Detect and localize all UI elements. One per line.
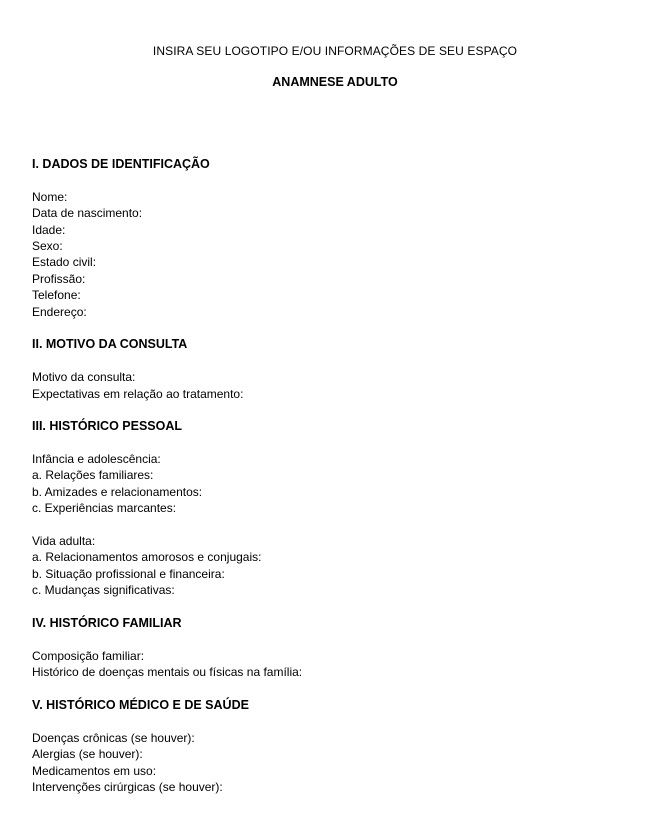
form-field-label: Expectativas em relação ao tratamento: [32,386,244,401]
section-heading: II. MOTIVO DA CONSULTA [32,337,188,352]
field-group [32,533,632,599]
form-field-label: b. Situação profissional e financeira: [32,566,225,581]
section-heading: V. HISTÓRICO MÉDICO E DE SAÚDE [32,697,249,712]
form-field-label: Idade: [32,222,66,237]
field-group [32,189,632,320]
section-heading: I. DADOS DE IDENTIFICAÇÃO [32,157,210,171]
section-2 [32,336,632,402]
form-field-label: Intervenções cirúrgicas (se houver): [32,779,223,794]
section-3 [32,418,632,598]
field-group [32,451,632,517]
form-field-label: Histórico de doenças mentais ou físicas na família: [32,665,303,680]
form-field-label: Composição familiar: [32,648,145,663]
field-list [32,533,632,599]
form-field-label: a. Relações familiares: [32,468,154,483]
form-field-label: c. Experiências marcantes: [32,501,177,516]
field-group [32,369,632,402]
document-body [32,156,632,812]
form-field-label: Data de nascimento: [32,206,143,221]
form-field-label: Alergias (se houver): [32,747,143,762]
form-field-label: Sexo: [32,238,63,253]
field-list [32,369,632,402]
form-field-label: Medicamentos em uso: [32,763,157,778]
form-field-label: Estado civil: [32,255,97,270]
form-field-label: Doenças crônicas (se houver): [32,730,195,745]
field-list [32,730,632,796]
form-field-label: a. Relacionamentos amorosos e conjugais: [32,550,262,565]
field-group [32,730,632,796]
field-list [32,648,632,681]
document-title: ANAMNESE ADULTO [272,75,398,89]
form-field-label: Endereço: [32,304,87,319]
logo-placeholder-note: INSIRA SEU LOGOTIPO E/OU INFORMAÇÕES DE SEU ESPAÇO [152,44,518,58]
form-field-label: c. Mudanças significativas: [32,583,175,598]
form-field-label: Vida adulta: [32,534,96,549]
section-5 [32,697,632,795]
form-field-label: Telefone: [32,288,81,303]
section-4 [32,615,632,681]
section-heading: IV. HISTÓRICO FAMILIAR [32,615,182,630]
form-field-label: Infância e adolescência: [32,452,161,467]
section-heading: III. HISTÓRICO PESSOAL [32,419,183,434]
field-list [32,189,632,320]
form-field-label: b. Amizades e relacionamentos: [32,484,203,499]
field-group [32,648,632,681]
form-field-label: Nome: [32,189,68,204]
section-1 [32,156,632,320]
form-field-label: Motivo da consulta: [32,370,136,385]
field-list [32,451,632,517]
form-field-label: Profissão: [32,271,86,286]
